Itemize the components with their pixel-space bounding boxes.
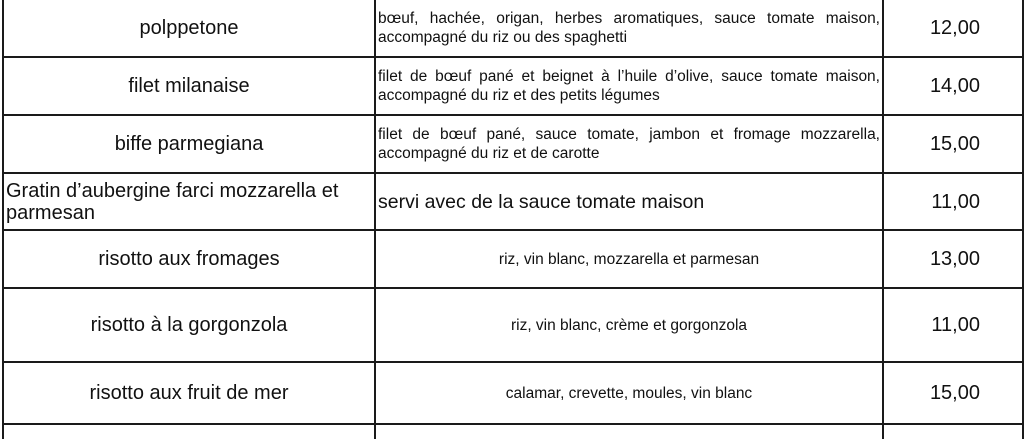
dish-price-cell [883,173,1023,230]
dish-price-cell [883,115,1023,173]
dish-price: 11,00 [931,190,980,213]
menu-table [2,0,1024,439]
dish-price-cell [883,362,1023,424]
empty-cell [375,424,883,439]
dish-description: riz, vin blanc, crème et gorgonzola [375,288,883,362]
dish-name: filet milanaise [3,57,375,115]
menu-row [3,230,1023,288]
dish-price-cell [883,57,1023,115]
dish-description: filet de bœuf pané, sauce tomate, jambon et fromage mozzarella, accompagné du riz et de carotte [375,115,883,173]
dish-price: 11,00 [931,314,980,336]
menu-row [3,288,1023,362]
dish-name: polppetone [3,0,375,57]
dish-price: 12,00 [929,17,980,39]
dish-name: risotto aux fruit de mer [3,362,375,424]
dish-description: bœuf, hachée, origan, herbes aromatiques, sauce tomate maison, accompagné du riz ou des spaghetti [375,0,883,57]
dish-name: biffe parmegiana [3,115,375,173]
dish-price-cell [883,230,1023,288]
dish-price-cell [883,288,1023,362]
empty-cell [3,424,375,439]
dish-name: risotto à la gorgonzola [3,288,375,362]
dish-description: riz, vin blanc, mozzarella et parmesan [375,230,883,288]
dish-price: 13,00 [929,248,980,270]
menu-row [3,362,1023,424]
dish-price: 15,00 [929,133,980,155]
menu-row [3,115,1023,173]
dish-price: 14,00 [929,75,980,97]
dish-description: servi avec de la sauce tomate maison [375,173,883,230]
menu-row [3,173,1023,230]
dish-name: Gratin d’aubergine farci mozzarella et parmesan [3,173,375,230]
menu-row [3,0,1023,57]
dish-price-cell [883,0,1023,57]
menu-row [3,57,1023,115]
empty-cell [883,424,1023,439]
menu-row-empty [3,424,1023,439]
dish-description: calamar, crevette, moules, vin blanc [375,362,883,424]
dish-description: filet de bœuf pané et beignet à l’huile d’olive, sauce tomate maison, accompagné du riz et des petits légumes [375,57,883,115]
dish-price: 15,00 [929,382,980,404]
dish-name: risotto aux fromages [3,230,375,288]
